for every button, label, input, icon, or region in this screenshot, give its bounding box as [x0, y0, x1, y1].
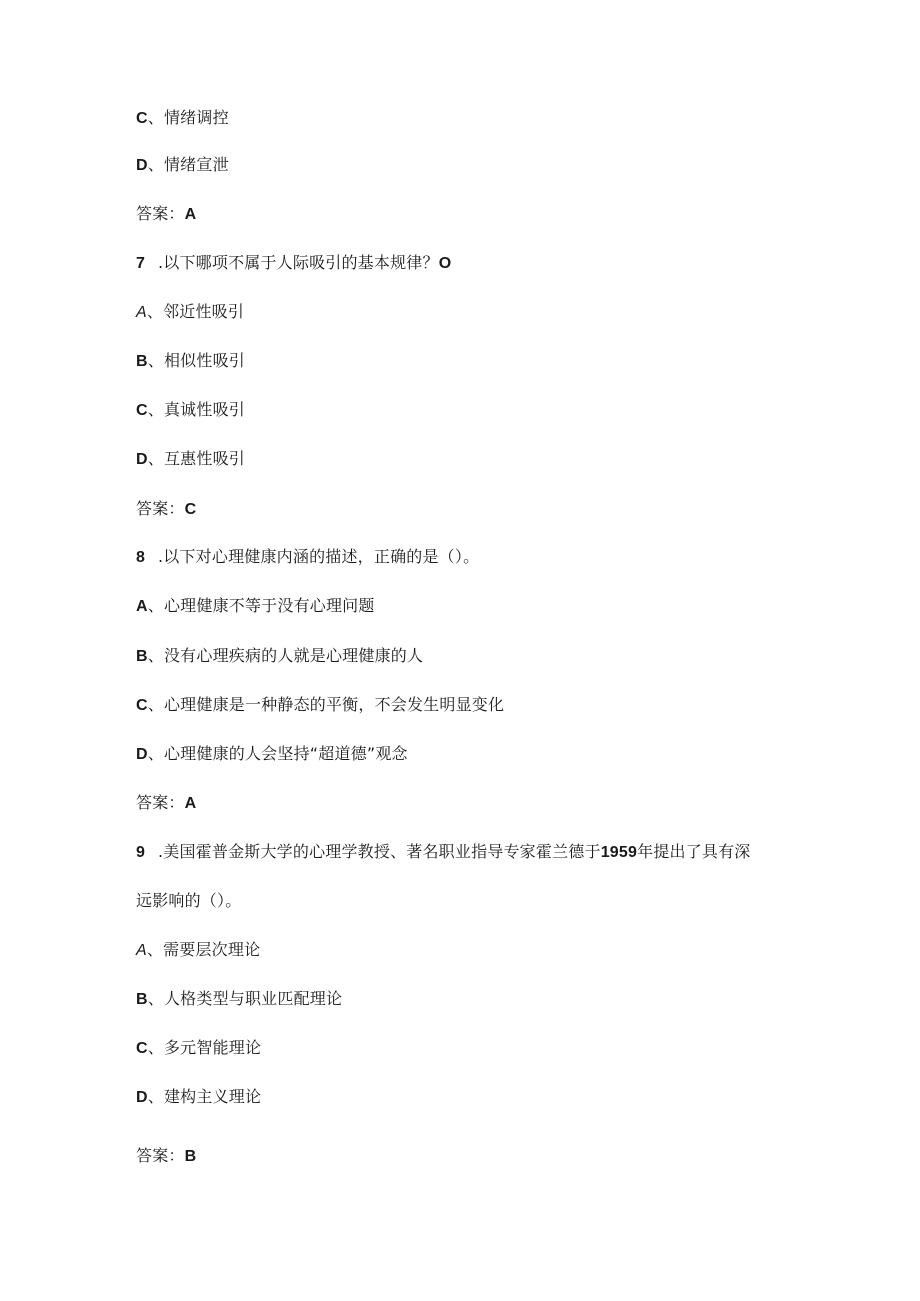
answer-prefix: 答案： [136, 499, 185, 518]
answer-prefix: 答案： [136, 204, 185, 223]
q7-option-c [136, 399, 245, 422]
option-label: C [136, 697, 148, 714]
option-separator: 、 [147, 351, 164, 370]
option-text: 邻近性吸引 [163, 302, 245, 321]
answer-value: A [184, 795, 197, 812]
option-separator: 、 [147, 695, 164, 714]
option-separator: 、 [147, 155, 164, 174]
question-number: 9 [136, 844, 146, 861]
option-label: D [136, 1089, 148, 1106]
option-label: D [136, 157, 148, 174]
q9-option-b [136, 988, 342, 1011]
option-separator: 、 [147, 108, 164, 127]
question-text: .以下对心理健康内涵的描述，正确的是（）。 [158, 547, 480, 566]
answer-value: A [184, 206, 197, 223]
question-number: 7 [136, 255, 146, 272]
answer-value: B [184, 1148, 197, 1165]
option-separator: 、 [146, 940, 164, 959]
question-text-cont: 年提出了具有深 [637, 842, 751, 861]
answer-value: C [184, 501, 197, 518]
q8-option-a [136, 595, 375, 618]
option-separator: 、 [146, 302, 164, 321]
option-label: C [136, 110, 148, 127]
option-text: 多元智能理论 [163, 1038, 262, 1057]
q8-answer [136, 792, 196, 815]
question-text: .以下哪项不属于人际吸引的基本规律？ [158, 253, 439, 272]
option-separator: 、 [147, 596, 164, 615]
q9-option-d [136, 1086, 261, 1109]
q9-stem-line2 [136, 890, 241, 912]
question-end-mark: O [438, 255, 452, 272]
option-text: 心理健康是一种静态的平衡，不会发生明显变化 [163, 695, 505, 714]
answer-prefix: 答案： [136, 793, 185, 812]
option-text: 真诚性吸引 [163, 400, 245, 419]
option-label: B [136, 991, 148, 1008]
q6-answer [136, 203, 196, 226]
option-text: 人格类型与职业匹配理论 [163, 989, 343, 1008]
option-label: D [136, 746, 148, 763]
option-text: 心理健康不等于没有心理问题 [163, 596, 375, 615]
q8-option-c [136, 694, 504, 717]
option-label: C [136, 402, 148, 419]
option-label: A [136, 598, 148, 615]
option-label: D [136, 451, 148, 468]
q9-answer [136, 1145, 196, 1168]
option-label: C [136, 1040, 148, 1057]
q8-option-b [136, 645, 423, 668]
question-text: .美国霍普金斯大学的心理学教授、著名职业指导专家霍兰德于 [158, 842, 601, 861]
q7-option-d [136, 448, 245, 471]
q8-option-d [136, 743, 408, 766]
option-text: 情绪宣泄 [163, 155, 229, 174]
option-text: 心理健康的人会坚持“超道德”观念 [163, 744, 408, 763]
option-separator: 、 [147, 1087, 164, 1106]
option-separator: 、 [147, 400, 164, 419]
option-separator: 、 [147, 1038, 164, 1057]
q7-stem [136, 252, 451, 275]
option-separator: 、 [147, 744, 164, 763]
q9-stem [136, 841, 751, 864]
q7-option-a [136, 301, 244, 324]
q9-option-c [136, 1037, 261, 1060]
q6-option-d [136, 154, 229, 177]
option-separator: 、 [147, 646, 164, 665]
option-label: A [136, 304, 147, 321]
option-text: 建构主义理论 [163, 1087, 262, 1106]
option-label: B [136, 353, 148, 370]
question-number: 8 [136, 549, 146, 566]
q7-answer [136, 498, 196, 521]
question-text-line2: 远影响的（）。 [136, 891, 242, 910]
q6-option-c [136, 107, 229, 130]
question-year: 1959 [600, 844, 638, 861]
option-text: 需要层次理论 [163, 940, 261, 959]
answer-prefix: 答案： [136, 1146, 185, 1165]
option-label: A [136, 942, 147, 959]
option-label: B [136, 648, 148, 665]
option-text: 相似性吸引 [163, 351, 245, 370]
option-text: 互惠性吸引 [163, 449, 245, 468]
option-text: 没有心理疾病的人就是心理健康的人 [163, 646, 424, 665]
option-text: 情绪调控 [163, 108, 229, 127]
option-separator: 、 [147, 449, 164, 468]
q8-stem [136, 546, 479, 569]
option-separator: 、 [147, 989, 164, 1008]
q9-option-a [136, 939, 260, 962]
q7-option-b [136, 350, 245, 373]
